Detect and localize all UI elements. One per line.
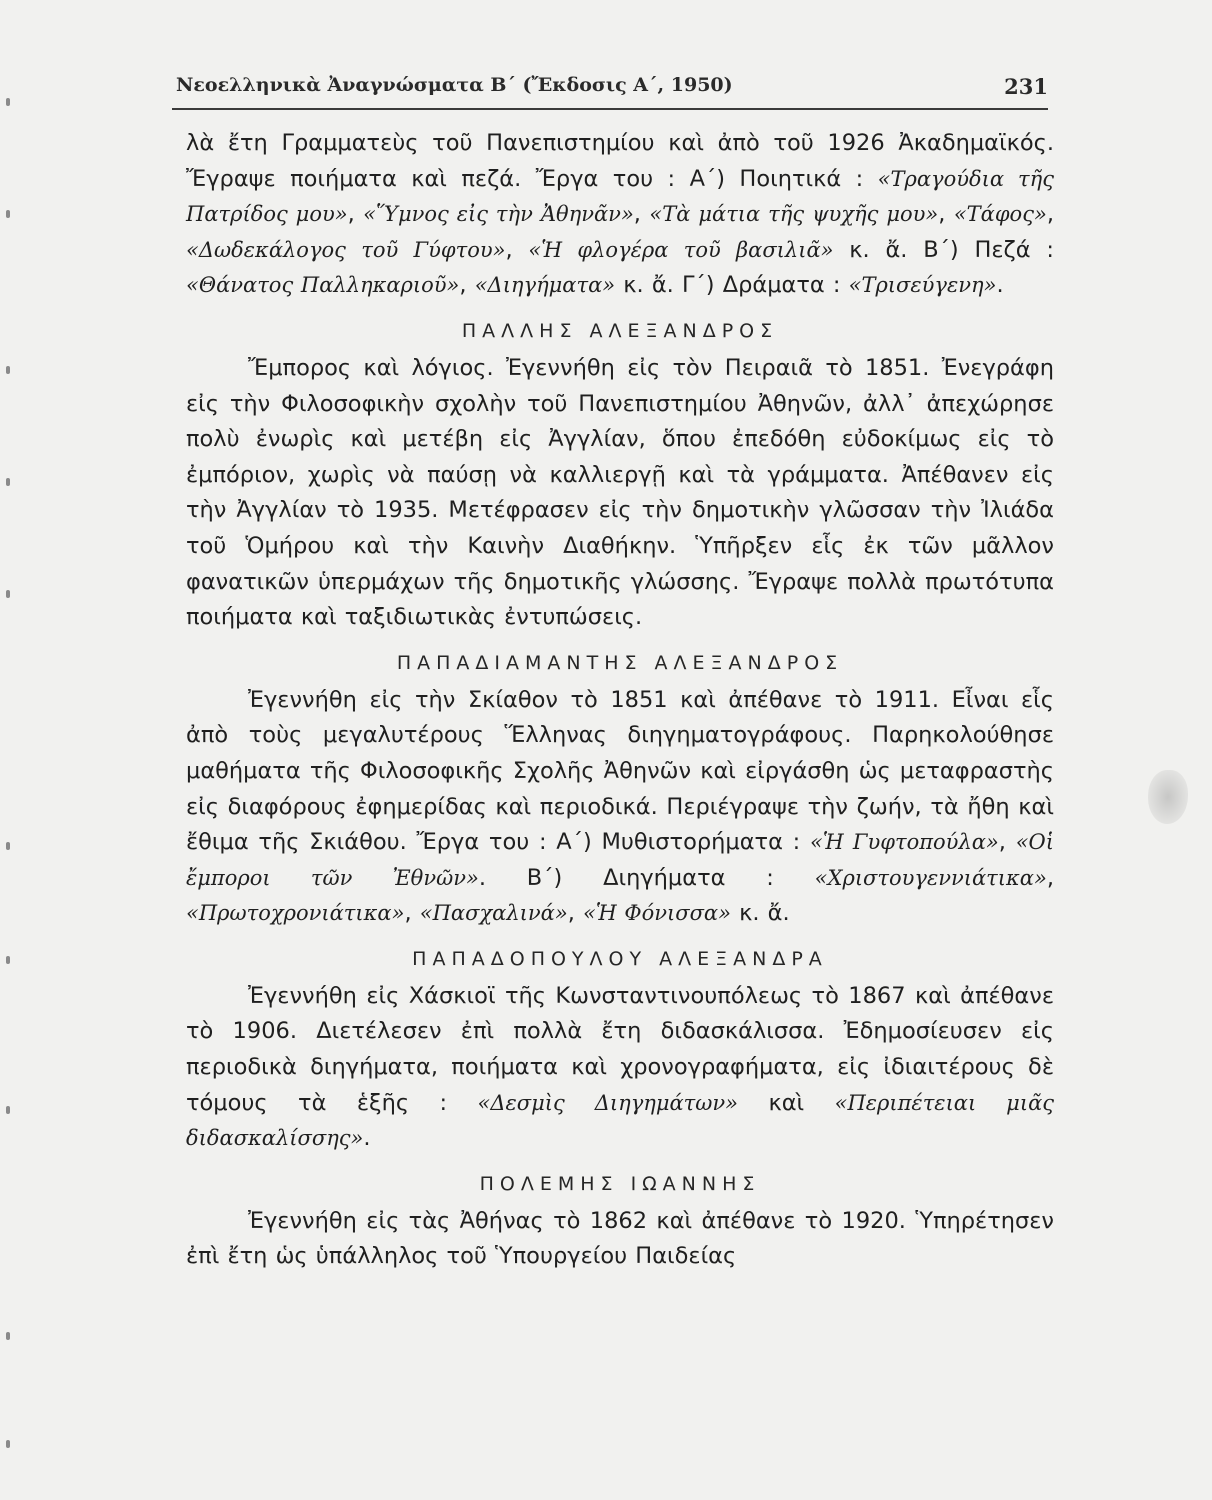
speck xyxy=(6,956,10,964)
work-title: «Οἱ ἔμποροι τῶν Ἐθνῶν» xyxy=(186,830,1055,890)
work-title: «Χριστουγεννιάτικα» xyxy=(814,865,1047,890)
speck xyxy=(6,1106,10,1114)
papadopoulou-text-2: καὶ xyxy=(738,1089,835,1116)
work-title: «Τραγούδια τῆς Πατρίδος μου» xyxy=(186,166,1054,227)
speck xyxy=(6,842,10,850)
intro-text-3: κ. ἄ. Γ΄) Δράματα : xyxy=(615,272,849,299)
speck xyxy=(6,590,10,598)
paragraph-papadiamantis: Ἐγεννήθη εἰς τὴν Σκίαθον τὸ 1851 καὶ ἀπέθανε τὸ 1911. Εἶναι εἷς ἀπὸ τοὺς μεγαλυτέρους Ἕλληνας διηγηματογράφους. Παρηκολούθησε μαθήματα τῆς Φιλοσοφικῆς Σχολῆς Ἀθηνῶν καὶ εἰργάσθη ὡς μεταφραστὴς εἰς διαφόρους ἐφημερίδας καὶ περιοδικά. Περιέγραψε τὴν ζωήν, τὰ ἤθη καὶ ἔθιμα τῆς Σκιάθου. Ἔργα του : Α΄) Μυθιστορήματα : «Ἡ Γυφτοπούλα», «Οἱ ἔμποροι τῶν Ἐθνῶν». Β΄) Διηγήματα : «Χριστουγεννιάτικα», «Πρωτοχρονιάτικα», «Πασχαλινά», «Ἡ Φόνισσα» κ. ἄ. xyxy=(186,686,1055,927)
page-number: 231 xyxy=(1004,74,1048,99)
header-rule xyxy=(172,108,1048,110)
work-title: «Τρισεύγενη» xyxy=(848,273,997,298)
papadiamantis-text-1: Ἐγεννήθη εἰς τὴν Σκίαθον τὸ 1851 καὶ ἀπέθανε τὸ 1911. Εἶναι εἷς ἀπὸ τοὺς μεγαλυτέρους Ἕλληνας διηγηματογράφους. Παρηκολούθησε μαθήματα τῆς Φιλοσοφικῆς Σχολῆς Ἀθηνῶν καὶ εἰργάσθη ὡς μεταφραστὴς εἰς διαφόρους ἐφημερίδας καὶ περιοδικά. Περιέγραψε τὴν ζωήν, τὰ ἤθη καὶ ἔθιμα τῆς Σκιάθου. Ἔργα του : Α΄) Μυθιστορήματα : xyxy=(186,686,1054,856)
intro-text-2: κ. ἄ. Β΄) Πεζά : xyxy=(833,236,1054,263)
work-title: «Ἡ Γυφτοπούλα» xyxy=(809,830,999,855)
work-title: «Ἡ φλογέρα τοῦ βασιλιᾶ» xyxy=(528,237,834,262)
work-title: «Θάνατος Παλληκαριοῦ» xyxy=(186,273,460,298)
heading-pallis: ΠΑΛΛΗΣ ΑΛΕΞΑΝΔΡΟΣ xyxy=(461,319,779,342)
intro-text-1: λὰ ἔτη Γραμματεὺς τοῦ Πανεπιστημίου καὶ ἀπὸ τοῦ 1926 Ἀκαδημαϊκός. Ἔγραψε ποιήματα καὶ πεζά. Ἔργα του : Α΄) Ποιητικά : xyxy=(186,130,1054,192)
work-title: «Διηγήματα» xyxy=(474,273,616,298)
papadiamantis-text-3: κ. ἄ. xyxy=(730,900,790,927)
intro-paragraph: λὰ ἔτη Γραμματεὺς τοῦ Πανεπιστημίου καὶ ἀπὸ τοῦ 1926 Ἀκαδημαϊκός. Ἔγραψε ποιήματα καὶ πεζά. Ἔργα του : Α΄) Ποιητικά : «Τραγούδια τῆς Πατρίδος μου», «Ὕμνος εἰς τὴν Ἀθηνᾶν», «Τὰ μάτια τῆς ψυχῆς μου», «Τάφος», «Δωδεκάλογος τοῦ Γύφτου», «Ἡ φλογέρα τοῦ βασιλιᾶ» κ. ἄ. Β΄) Πεζά : «Θάνατος Παλληκαριοῦ», «Διηγήματα» κ. ἄ. Γ΄) Δράματα : «Τρισεύγενη». xyxy=(186,130,1054,299)
paragraph-papadopoulou xyxy=(186,979,1054,1157)
papadopoulou-end: . xyxy=(363,1125,371,1152)
speck xyxy=(6,1440,10,1448)
speck xyxy=(6,98,10,106)
speck xyxy=(6,478,10,486)
work-title: «Ἡ Φόνισσα» xyxy=(583,901,731,926)
speck xyxy=(6,366,10,374)
paragraph-pallis: Ἔμπορος καὶ λόγιος. Ἐγεννήθη εἰς τὸν Πειραιᾶ τὸ 1851. Ἐνεγράφη εἰς τὴν Φιλοσοφικὴν σχολὴν τοῦ Πανεπιστημίου Ἀθηνῶν, ἀλλ᾽ ἀπεχώρησε πολὺ ἐνωρὶς καὶ μετέβη εἰς Ἀγγλίαν, ὅπου ἐπεδόθη εὐδοκίμως εἰς τὸ ἐμπόριον, χωρὶς νὰ παύσῃ νὰ καλλιεργῇ καὶ τὰ γράμματα. Ἀπέθανεν εἰς τὴν Ἀγγλίαν τὸ 1935. Μετέφρασεν εἰς τὴν δημοτικὴν γλῶσσαν τὴν Ἰλιάδα τοῦ Ὁμήρου καὶ τὴν Καινὴν Διαθήκην. Ὑπῆρξεν εἷς ἐκ τῶν μᾶλλον φανατικῶν ὑπερμάχων τῆς δημοτικῆς γλώσσης. Ἔγραψε πολλὰ πρωτότυπα ποιήματα καὶ ταξιδιωτικὰς ἐντυπώσεις. xyxy=(186,354,1054,631)
heading-papadopoulou: ΠΑΠΑΔΟΠΟΥΛΟΥ ΑΛΕΞΑΝΔΡΑ xyxy=(412,947,828,970)
work-title: «Τὰ μάτια τῆς ψυχῆς μου» xyxy=(649,202,939,227)
work-title: «Δωδεκάλογος τοῦ Γύφτου» xyxy=(186,237,506,262)
running-head xyxy=(176,74,1048,104)
ink-blot xyxy=(1148,770,1188,824)
heading-papadiamantis: ΠΑΠΑΔΙΑΜΑΝΤΗΣ ΑΛΕΞΑΝΔΡΟΣ xyxy=(396,651,844,674)
paragraph-polemis: Ἐγεννήθη εἰς τὰς Ἀθήνας τὸ 1862 καὶ ἀπέθανε τὸ 1920. Ὑπηρέτησεν ἐπὶ ἔτη ὡς ὑπάλληλος τοῦ Ὑπουργείου Παιδείας xyxy=(186,1207,1054,1270)
work-title: «Δεσμὶς Διηγημάτων» xyxy=(477,1090,739,1115)
heading-polemis: ΠΟΛΕΜΗΣ ΙΩΑΝΝΗΣ xyxy=(479,1172,761,1195)
papadopoulou-text-1: Ἐγεννήθη εἰς Χάσκιοϊ τῆς Κωνσταντινουπόλεως τὸ 1867 καὶ ἀπέθανε τὸ 1906. Διετέλεσεν ἐπὶ πολλὰ ἔτη διδασκάλισσα. Ἐδημοσίευσεν εἰς περιοδικὰ διηγήματα, ποιήματα καὶ χρονογραφήματα, εἰς ἰδιαιτέρους δὲ τόμους τὰ ἑξῆς : xyxy=(186,982,1054,1116)
page-body xyxy=(186,126,1054,1275)
running-head-title: Νεοελληνικὰ Ἀναγνώσματα Β΄ (Ἔκδοσις Α΄, 1950) xyxy=(176,74,733,96)
work-title: «Πρωτοχρονιάτικα» xyxy=(186,901,405,926)
work-title: «Πασχαλινά» xyxy=(419,901,568,926)
speck xyxy=(6,1332,10,1340)
work-title: «Περιπέτειαι μιᾶς διδασκαλίσσης» xyxy=(186,1090,1055,1151)
work-title: «Τάφος» xyxy=(953,202,1047,227)
work-title: «Ὕμνος εἰς τὴν Ἀθηνᾶν» xyxy=(363,202,634,227)
papadiamantis-text-2: . Β΄) Διηγήματα : xyxy=(478,864,815,891)
speck xyxy=(6,210,10,218)
intro-end: . xyxy=(996,272,1004,299)
